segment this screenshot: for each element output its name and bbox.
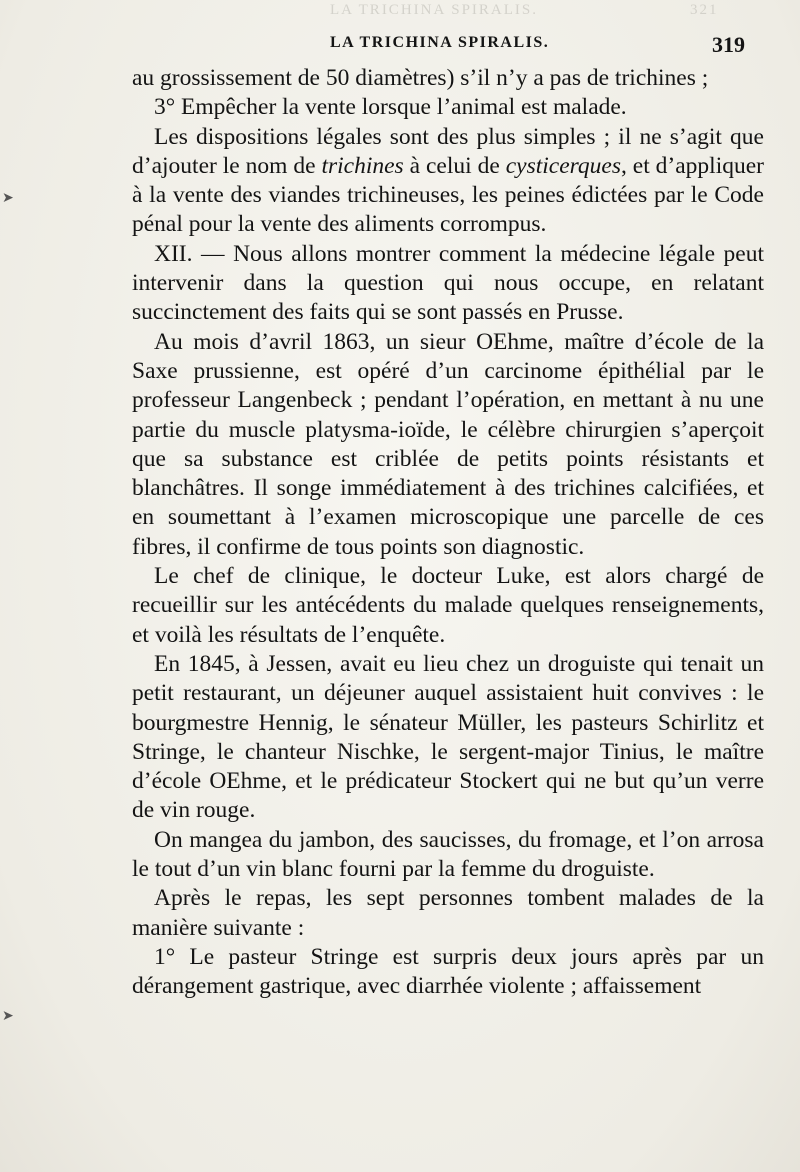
page-header	[0, 32, 800, 58]
paragraph: Au mois d’avril 1863, un sieur OEhme, maître d’école de la Saxe prussienne, est opéré d’un carcinome épithélial par le professeur Langenbeck ; pendant l’opération, en mettant à nu une partie du muscle platysma-ioïde, le célèbre chirurgien s’aperçoit que sa substance est criblée de petits points résistants et blanchâtres. Il songe immédiatement à des trichines calcifiées, et en soumettant à l’examen microscopique une parcelle de ces fibres, il confirme de tous points son diagnostic.	[132, 328, 764, 560]
paragraph: Les dispositions légales sont des plus simples ; il ne s’agit que d’ajouter le nom de trichines à celui de cysticerques, et d’appliquer à la vente des viandes trichineuses, les peines édictées par le Code pénal pour la vente des aliments corrompus.	[132, 123, 764, 238]
body-text	[132, 64, 764, 1002]
running-title: LA TRICHINA SPIRALIS.	[330, 34, 550, 51]
bleed-through-title: LA TRICHINA SPIRALIS.	[330, 2, 538, 18]
paragraph: XII. — Nous allons montrer comment la médecine légale peut intervenir dans la question qui nous occupe, en relatant succinctement des faits qui se sont passés en Prusse.	[132, 240, 764, 326]
margin-arrow-icon: ➤	[2, 1009, 14, 1024]
list-item: 1° Le pasteur Stringe est surpris deux jours après par un dérangement gastrique, avec diarrhée violente ; affaissement	[132, 943, 764, 1000]
paragraph: Après le repas, les sept personnes tombent malades de la manière suivante :	[132, 885, 764, 941]
paragraph: En 1845, à Jessen, avait eu lieu chez un droguiste qui tenait un petit restaurant, un déjeuner auquel assistaient huit convives : le bourgmestre Hennig, le sénateur Müller, les pasteurs Schirlitz et Stringe, le chanteur Nischke, le sergent-major Tinius, le maître d’école OEhme, et le prédicateur Stockert qui ne but qu’un verre de vin rouge.	[132, 650, 764, 824]
paragraph: Le chef de clinique, le docteur Luke, est alors chargé de recueillir sur les antécédents du malade quelques renseignements, et voilà les résultats de l’enquête.	[132, 563, 764, 648]
margin-arrow-icon: ➤	[2, 191, 14, 206]
bleed-through-number: 321	[690, 2, 719, 18]
paragraph: au grossissement de 50 diamètres) s’il n’y a pas de trichines ;	[132, 65, 709, 91]
page-number: 319	[712, 32, 745, 57]
list-item: 3° Empêcher la vente lorsque l’animal est malade.	[154, 94, 627, 121]
paragraph: On mangea du jambon, des saucisses, du fromage, et l’on arrosa le tout d’un vin blanc fourni par la femme du droguiste.	[132, 826, 764, 883]
bleed-through-text	[330, 2, 750, 19]
